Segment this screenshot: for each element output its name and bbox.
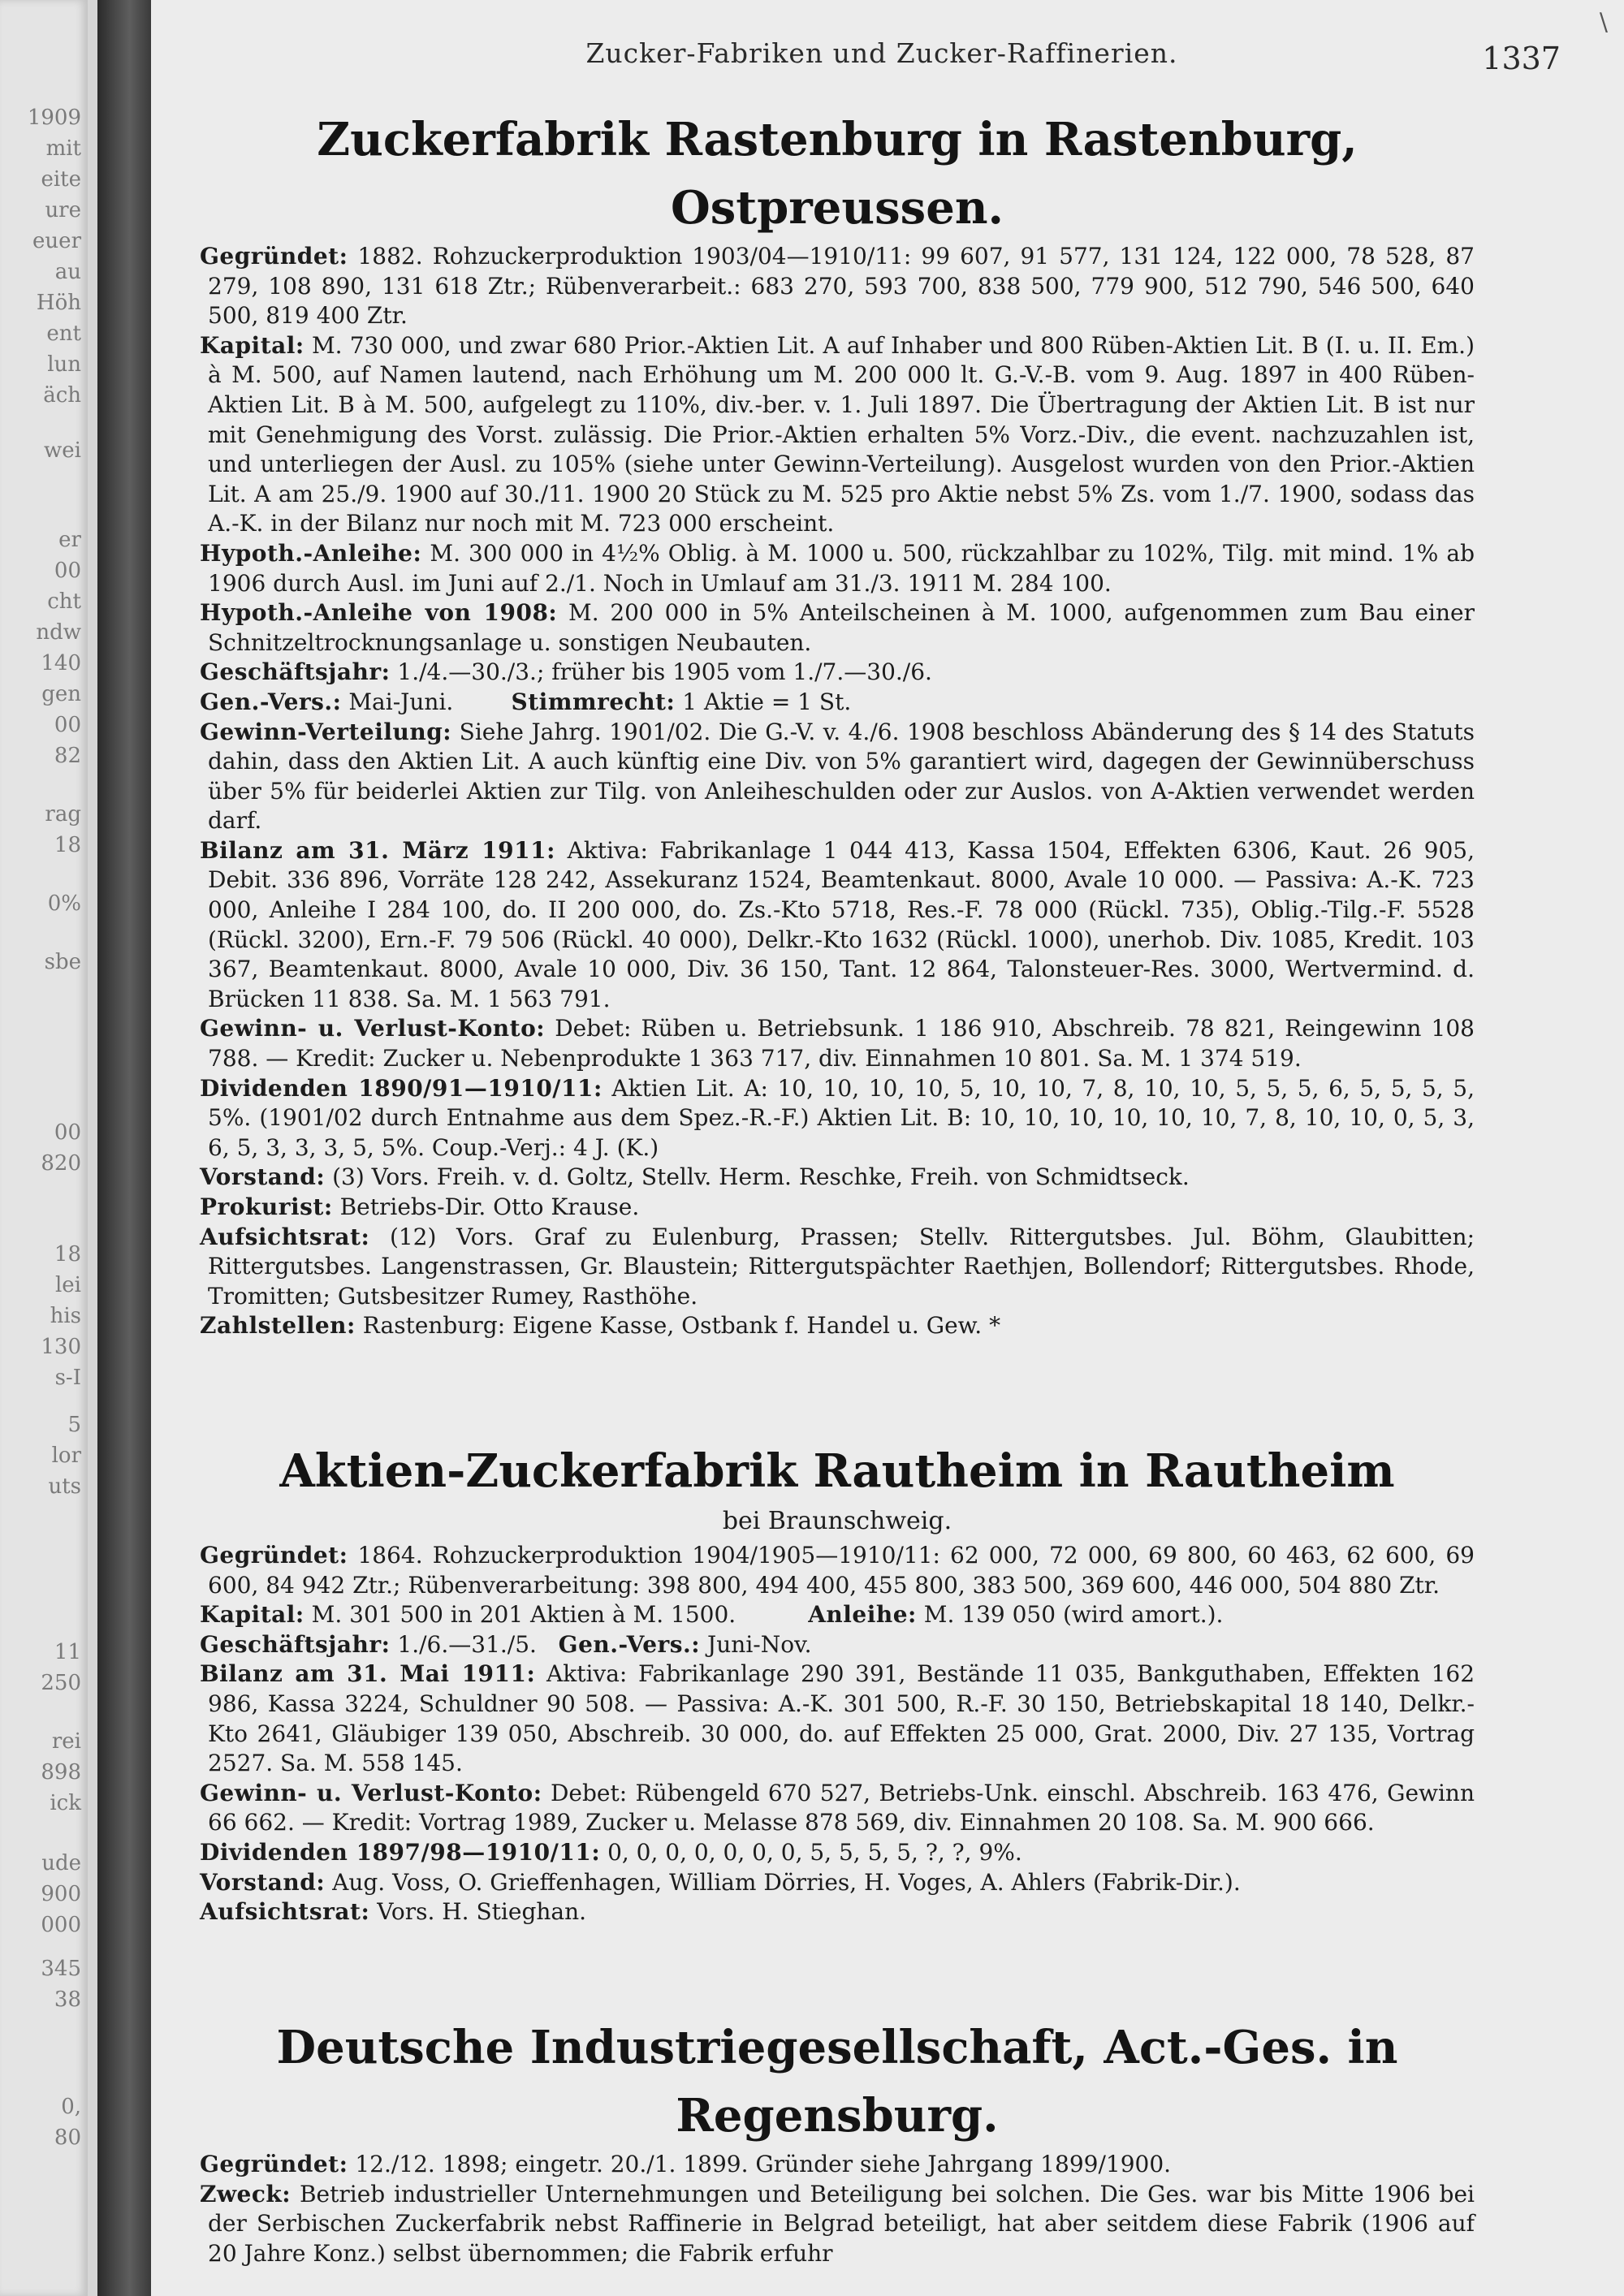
prev-page-fragment: ure	[45, 198, 81, 222]
field-label: Aufsichtsrat:	[200, 1223, 370, 1250]
prev-page-fragment: 5	[67, 1413, 81, 1437]
prev-page-fragment: 18	[54, 1242, 81, 1267]
field-text: 1 Aktie = 1 St.	[682, 688, 852, 715]
field-text: Juni-Nov.	[707, 1630, 812, 1658]
field-label: Gegründet:	[200, 2151, 348, 2177]
prev-page-fragment: ent	[46, 322, 81, 346]
entry-paragraph	[200, 1779, 1475, 1838]
field-label: Zahlstellen:	[200, 1312, 356, 1340]
book-page	[151, 0, 1624, 2296]
field-text: Aktien Lit. A: 10, 10, 10, 10, 5, 10, 10, 7, 8, 10, 10, 5, 5, 5, 6, 5, 5, 5, 5, 5%. (1901/02 durch Entnahme aus dem Spez.-R.-F.) Aktien Lit. B: 10, 10, 10, 10, 10, 10, 7, 8, 10, 10, 0, 5, 3, 6, 5, 3, 3, 3, 5, 5%. Coup.-Verj.: 4 J. (K.)	[208, 1074, 1475, 1161]
prev-page-fragment: sbe	[44, 950, 81, 974]
field-label: Gen.-Vers.:	[200, 688, 342, 715]
entry-paragraph	[200, 718, 1475, 836]
running-head: Zucker-Fabriken und Zucker-Raffinerien.	[585, 37, 1178, 69]
entry-paragraph	[200, 1868, 1475, 1898]
corner-mark: \	[1599, 8, 1608, 37]
entry-paragraph	[200, 1541, 1475, 1600]
field-label: Dividenden 1890/91—1910/11:	[200, 1074, 603, 1102]
entry-paragraph	[200, 598, 1475, 658]
field-text: 1./6.—31./5.	[397, 1630, 537, 1658]
prev-page-fragment: ndw	[36, 620, 81, 645]
field-label: Gewinn- u. Verlust-Konto:	[200, 1779, 542, 1806]
field-label: Prokurist:	[200, 1193, 333, 1220]
prev-page-fragment: 00	[54, 559, 81, 583]
field-text: Aug. Voss, O. Grieffenhagen, William Dörries, H. Voges, A. Ahlers (Fabrik-Dir.).	[332, 1868, 1241, 1896]
field-text: Betriebs-Dir. Otto Krause.	[339, 1193, 640, 1220]
entry-title: Zuckerfabrik Rastenburg in Rastenburg, Ostpreussen.	[317, 113, 1358, 235]
field-text: M. 300 000 in 4½% Oblig. à M. 1000 u. 500, rückzahlbar zu 102%, Tilg. mit mind. 1% ab 1906 durch Ausl. im Juni auf 2./1. Noch in Umlauf am 31./3. 1911 M. 284 100.	[208, 539, 1475, 597]
prev-page-fragment: 82	[54, 744, 81, 768]
field-label: Zweck:	[200, 2180, 292, 2208]
prev-page-fragment: 898	[41, 1760, 81, 1785]
field-text: M. 200 000 in 5% Anteilscheinen à M. 1000, aufgenommen zum Bau einer Schnitzeltrocknungsanlage u. sonstigen Neubauten.	[208, 599, 1475, 656]
field-text: Aktiva: Fabrikanlage 290 391, Bestände 11 035, Bankguthaben, Effekten 162 986, Kassa 3224, Schuldner 90 508. — Passiva: A.-K. 301 500, R.-F. 30 150, Betriebskapital 18 140, Delkr.-Kto 2641, Gläubiger 139 050, Abschreib. 30 000, do. auf Effekten 25 000, Grat. 2000, Div. 27 135, Vortrag 2527. Sa. M. 558 145.	[208, 1660, 1475, 1777]
prev-page-fragment: ude	[41, 1851, 81, 1875]
entry-paragraph	[200, 1600, 1475, 1630]
prev-page-fragment: rag	[45, 802, 81, 826]
company-entry	[200, 106, 1475, 1341]
prev-page-fragment: äch	[43, 383, 81, 408]
prev-page-fragment: lun	[47, 352, 81, 377]
prev-page-fragment: er	[58, 528, 81, 552]
field-text: Mai-Juni.	[348, 688, 454, 715]
prev-page-fragment: cht	[47, 589, 81, 614]
field-text: 1864. Rohzuckerproduktion 1904/1905—1910/11: 62 000, 72 000, 69 800, 60 463, 62 600, 69 600, 84 942 Ztr.; Rübenverarbeitung: 398 800, 494 400, 455 800, 383 500, 369 600, 446 000, 504 880 Ztr.	[208, 1542, 1475, 1599]
entry-paragraph	[200, 1163, 1475, 1193]
prev-page-fragment: s-I	[54, 1366, 81, 1390]
field-label: Anleihe:	[808, 1601, 917, 1629]
field-label: Hypoth.-Anleihe:	[200, 539, 422, 567]
entry-title: Deutsche Industriegesellschaft, Act.-Ges. in Regensburg.	[276, 2021, 1398, 2143]
prev-page-fragment: 0%	[47, 891, 81, 916]
book-gutter	[97, 0, 151, 2296]
prev-page-fragment: 130	[41, 1335, 81, 1359]
entry-paragraph	[200, 2180, 1475, 2269]
field-label: Gewinn-Verteilung:	[200, 718, 452, 745]
prev-page-fragment: 00	[54, 1120, 81, 1145]
field-label: Gegründet:	[200, 243, 348, 270]
field-label: Vorstand:	[200, 1163, 326, 1191]
prev-page-fragment: gen	[41, 682, 81, 706]
field-label: Aufsichtsrat:	[200, 1898, 370, 1926]
prev-page-fragment: ick	[50, 1791, 81, 1815]
field-text: Betrieb industrieller Unternehmungen und Beteiligung bei solchen. Die Ges. war bis Mitte 1906 bei der Serbischen Zuckerfabrik nebst Raffinerie in Belgrad beteiligt, hat aber seitdem diese Fabrik (1906 auf 20 Jahre Konz.) selbst übernommen; die Fabrik erfuhr	[208, 2180, 1475, 2267]
prev-page-fragment: lei	[54, 1273, 81, 1297]
prev-page-fragment: his	[50, 1304, 81, 1328]
entry-paragraph	[200, 1630, 1475, 1660]
entry-subtitle: bei Braunschweig.	[722, 1507, 952, 1535]
prev-page-fragment: euer	[32, 229, 81, 253]
field-label: Hypoth.-Anleihe von 1908:	[200, 599, 558, 627]
prev-page-fragment: 80	[54, 2126, 81, 2150]
prev-page-fragment: wei	[44, 438, 81, 463]
field-text: Debet: Rüben u. Betriebsunk. 1 186 910, Abschreib. 78 821, Reingewinn 108 788. — Kredit: Zucker u. Nebenprodukte 1 363 717, div. Einnahmen 10 801. Sa. M. 1 374 519.	[208, 1015, 1475, 1072]
page-number: 1337	[1482, 41, 1561, 76]
entry-paragraph	[200, 658, 1475, 688]
field-text: 1./4.—30./3.; früher bis 1905 vom 1./7.—30./6.	[397, 658, 932, 686]
prev-page-fragment: eite	[41, 167, 81, 192]
field-label: Kapital:	[200, 331, 304, 359]
prev-page-fragment: 140	[41, 651, 81, 675]
entry-paragraph	[200, 1193, 1475, 1223]
entry-body	[200, 242, 1475, 1341]
entry-paragraph	[200, 539, 1475, 598]
field-label: Kapital:	[200, 1601, 304, 1629]
entry-paragraph	[200, 1897, 1475, 1927]
prev-page-fragment: rei	[51, 1729, 81, 1754]
field-text: Siehe Jahrg. 1901/02. Die G.-V. v. 4./6. 1908 beschloss Abänderung des § 14 des Statuts dahin, dass den Aktien Lit. A auch künftig eine Div. von 5% garantiert wird, dagegen der Gewinnüberschuss über 5% für beiderlei Aktien zur Tilg. von Anleiheschulden oder zur Auslos. von A-Aktien verwendet werden darf.	[208, 718, 1475, 835]
field-label: Bilanz am 31. Mai 1911:	[200, 1660, 536, 1688]
entry-paragraph	[200, 2150, 1475, 2180]
field-text: 1882. Rohzuckerproduktion 1903/04—1910/11: 99 607, 91 577, 131 124, 122 000, 78 528, 87 279, 108 890, 131 618 Ztr.; Rübenverarbeit.: 683 270, 593 700, 838 500, 779 900, 512 790, 546 500, 640 500, 819 400 Ztr.	[208, 243, 1475, 330]
field-label: Stimmrecht:	[511, 688, 676, 715]
entry-paragraph	[200, 1223, 1475, 1312]
company-entry	[200, 1437, 1475, 1927]
prev-page-fragment: lor	[51, 1444, 81, 1468]
field-text: Rastenburg: Eigene Kasse, Ostbank f. Handel u. Gew. *	[362, 1312, 1001, 1340]
field-text: M. 139 050 (wird amort.).	[923, 1601, 1224, 1629]
prev-page-fragment: 0,	[61, 2095, 81, 2119]
field-text: M. 301 500 in 201 Aktien à M. 1500.	[311, 1601, 736, 1629]
field-text: (12) Vors. Graf zu Eulenburg, Prassen; Stellv. Rittergutsbes. Jul. Böhm, Glaubitten; Rittergutsbes. Langenstrassen, Gr. Blaustein; Rittergutspächter Raethjen, Bollendorf; Rittergutsbes. Rhode, Tromitten; Gutsbesitzer Rumey, Rasthöhe.	[208, 1223, 1475, 1310]
entry-paragraph	[200, 331, 1475, 539]
entry-paragraph	[200, 1659, 1475, 1778]
prev-page-fragment: 000	[41, 1913, 81, 1937]
prev-page-fragment: 1909	[27, 106, 81, 130]
entry-paragraph	[200, 688, 1475, 718]
field-text: Vors. H. Stieghan.	[377, 1898, 587, 1926]
prev-page-fragment: 250	[41, 1671, 81, 1695]
prev-page-fragment: 900	[41, 1882, 81, 1906]
entry-body	[200, 1541, 1475, 1927]
prev-page-fragment: 18	[54, 833, 81, 857]
prev-page-fragment: 345	[41, 1957, 81, 1981]
company-entry	[200, 2013, 1475, 2268]
entry-title: Aktien-Zuckerfabrik Rautheim in Rautheim	[279, 1444, 1395, 1498]
prev-page-fragment: uts	[48, 1474, 81, 1499]
field-label: Vorstand:	[200, 1868, 326, 1896]
prev-page-fragment: 820	[41, 1151, 81, 1176]
field-label: Bilanz am 31. März 1911:	[200, 836, 555, 864]
entry-paragraph	[200, 836, 1475, 1015]
prev-page-fragment: 11	[54, 1640, 81, 1664]
field-text: M. 730 000, und zwar 680 Prior.-Aktien Lit. A auf Inhaber und 800 Rüben-Aktien Lit. B (I. u. II. Em.) à M. 500, auf Namen lautend, nach Erhöhung um M. 200 000 lt. G.-V.-B. vom 9. Aug. 1897 in 400 Rüben-Aktien Lit. B à M. 500, aufgelegt zu 110%, div.-ber. v. 1. Juli 1897. Die Übertragung der Aktien Lit. B ist nur mit Genehmigung des Vorst. zulässig. Die Prior.-Aktien erhalten 5% Vorz.-Div., die event. nachzuzahlen ist, und unterliegen der Ausl. zu 105% (siehe unter Gewinn-Verteilung). Ausgelost wurden von den Prior.-Aktien Lit. A am 25./9. 1900 auf 30./11. 1900 20 Stück zu M. 525 pro Aktie nebst 5% Zs. vom 1./7. 1900, sodass das A.-K. in der Bilanz nur noch mit M. 723 000 erscheint.	[208, 331, 1475, 537]
entry-paragraph	[200, 1311, 1475, 1341]
prev-page-fragment: mit	[45, 136, 81, 161]
field-label: Dividenden 1897/98—1910/11:	[200, 1838, 601, 1866]
field-text: (3) Vors. Freih. v. d. Goltz, Stellv. Herm. Reschke, Freih. von Schmidtseck.	[332, 1163, 1190, 1191]
prev-page-fragment: 00	[54, 713, 81, 737]
field-label: Geschäftsjahr:	[200, 1630, 391, 1658]
field-label: Geschäftsjahr:	[200, 658, 391, 686]
field-text: 12./12. 1898; eingetr. 20./1. 1899. Gründer siehe Jahrgang 1899/1900.	[355, 2151, 1172, 2177]
entry-paragraph	[200, 1014, 1475, 1073]
entry-paragraph	[200, 242, 1475, 331]
field-label: Gegründet:	[200, 1542, 348, 1569]
field-label: Gewinn- u. Verlust-Konto:	[200, 1015, 546, 1042]
field-text: Debet: Rübengeld 670 527, Betriebs-Unk. einschl. Abschreib. 163 476, Gewinn 66 662. — Kredit: Vortrag 1989, Zucker u. Melasse 878 569, div. Einnahmen 20 108. Sa. M. 900 666.	[208, 1779, 1475, 1836]
previous-page-edge	[0, 0, 88, 2296]
prev-page-fragment: 38	[54, 1987, 81, 2012]
field-text: Aktiva: Fabrikanlage 1 044 413, Kassa 1504, Effekten 6306, Kaut. 26 905, Debit. 336 896, Vorräte 128 242, Assekuranz 1524, Beamtenkaut. 8000, Avale 10 000. — Passiva: A.-K. 723 000, Anleihe I 284 100, do. II 200 000, do. Zs.-Kto 5718, Res.-F. 78 000 (Rückl. 735), Oblig.-Tilg.-F. 5528 (Rückl. 3200), Ern.-F. 79 506 (Rückl. 40 000), Delkr.-Kto 1632 (Rückl. 1000), unerhob. Div. 1085, Kredit. 103 367, Beamtenkaut. 8000, Avale 10 000, Div. 36 150, Tant. 12 864, Talonsteuer-Res. 3000, Wertvermind. d. Brücken 11 838. Sa. M. 1 563 791.	[208, 836, 1475, 1012]
entry-paragraph	[200, 1838, 1475, 1868]
field-label: Gen.-Vers.:	[558, 1630, 701, 1658]
field-text: 0, 0, 0, 0, 0, 0, 0, 5, 5, 5, 5, ?, ?, 9%.	[607, 1838, 1022, 1866]
entry-body	[200, 2150, 1475, 2268]
entry-paragraph	[200, 1074, 1475, 1163]
prev-page-fragment: Höh	[36, 291, 81, 315]
prev-page-fragment: au	[54, 260, 81, 284]
